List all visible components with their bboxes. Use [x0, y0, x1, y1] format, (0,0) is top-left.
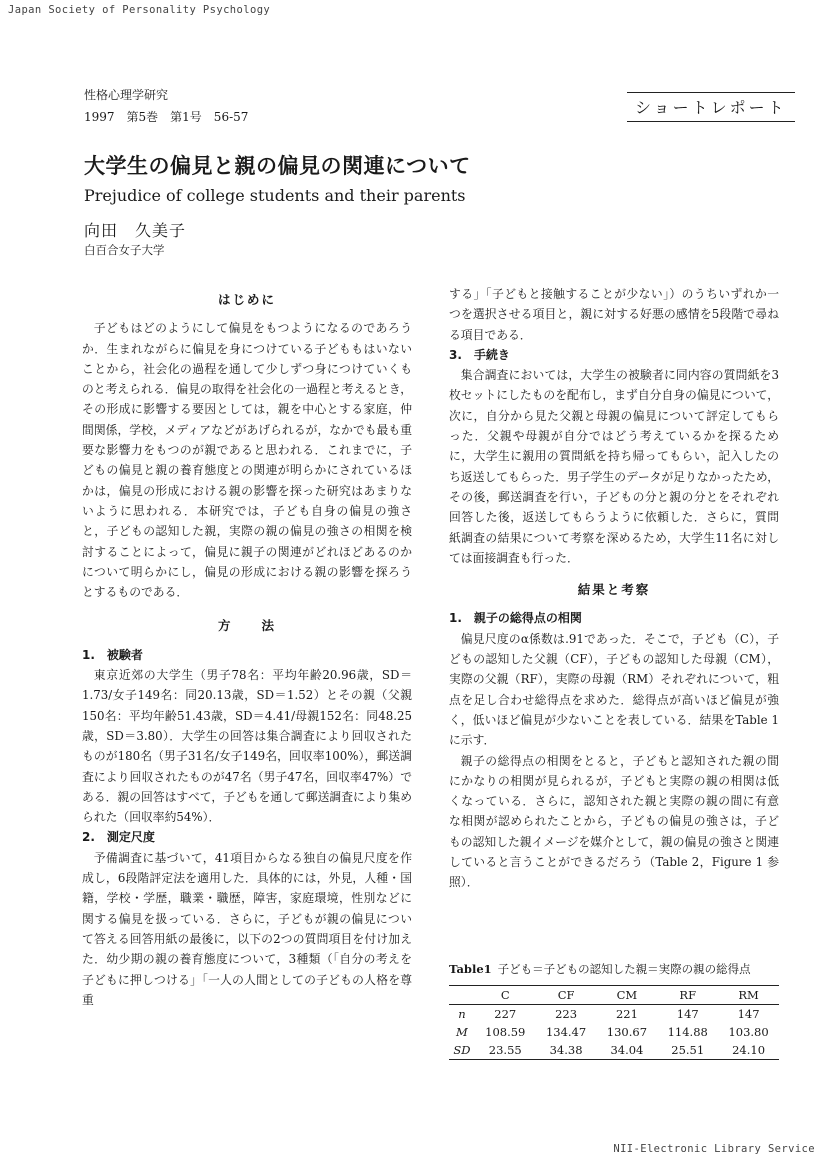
subjects-paragraph: 東京近郊の大学生（男子78名：平均年齢20.96歳，SD＝1.73/女子149名：同20.13歳，SD＝1.52）とその親（父親150名：平均年齢51.43歳，SD＝4.41/母親152名：同48.25歳，SD＝3.80）．大学生の回答は集合調査により回収されたものが180名（男子31名/女子149名，回収率100%），郵送調査により回収されたものが47名（男子47名，回収率47%）である．親の回答はすべて，子どもを通して郵送調査により集められた（回収率約54%）． — [82, 668, 412, 825]
results-paragraph-2: 親子の総得点の相関をとると，子どもと認知された親の間にかなりの相関が見られるが，子どもと実際の親の相関は低くなっている．さらに，認知された親と実際の親の間に有意な相関が認められたことから，子どもの偏見の強さは，子どもの認知した親イメージを媒介として，親の偏見の強さと関連していると言うことができるだろう（Table 2，Figure 1 参照）． — [449, 753, 779, 890]
table1-cell: 221 — [615, 1007, 638, 1021]
author-name: 向田 久美子 — [84, 221, 187, 240]
intro-paragraph: 子どもはどのようにして偏見をもつようになるのであろうか．生まれながらに偏見を身につけている子どももはいないことから，社会化の過程を通して少しずつ身につけていくものと考えられる．偏見の取得を社会化の一過程と考えるとき，その形成に影響する要因としては，親を中心とする家庭，仲間関係，学校，メディアなどがあげられるが，なかでも最も重要な影響力をもつのが親であると思われる．これまでに，子どもの偏見と親の養育態度との関連が明らかにされているほかは，偏見の形成における親の影響を探った研究はあまりないように思われる．本研究では，子ども自身の偏見の強さと，子どもの認知した親，実際の親の偏見の強さの相関を検討することによって，偏見に親子の関連がどれほどあるのかについて明らかにし，偏見の形成における親の影響を探ろうとするものである． — [82, 321, 412, 600]
journal-name: 性格心理学研究 — [84, 88, 169, 102]
table1-cell: 130.67 — [606, 1025, 648, 1039]
article-title-en: Prejudice of college students and their parents — [84, 186, 466, 205]
table1-cell: 25.51 — [671, 1043, 705, 1057]
procedure-paragraph: 集合調査においては，大学生の被験者に同内容の質問紙を3枚セットにしたものを配布し，まず自分自身の偏見について，次に，自分から見た父親と母親の偏見について評定してもらった．父親や母親が自分ではどう考えているかを探るために，大学生に親用の質問紙を持ち帰ってもらい，記入したのち返送してもらった．男子学生のデータが足りなかったため，その後，郵送調査を行い，子どもの分と親の分とをそれぞれ回答した後，返送してもらうように依頼した．さらに，質問紙調査の結果について考察を深めるため，大学生11名に対しては面接調査も行った． — [449, 368, 779, 565]
table1-col-header: RF — [679, 988, 697, 1002]
subsection-heading-scale: 2. 測定尺度 — [82, 830, 155, 845]
table1-cell: 23.55 — [488, 1043, 522, 1057]
table1-col-header: RM — [738, 988, 759, 1002]
section-heading-intro: はじめに — [217, 292, 276, 307]
table1-cell: 108.59 — [485, 1025, 526, 1039]
table1-col-header: CF — [557, 988, 575, 1002]
table-row — [449, 1005, 779, 1024]
table1-col-header: C — [500, 988, 510, 1002]
subsection-heading-procedure: 3. 手続き — [449, 347, 510, 362]
table1-stat-label: SD — [453, 1043, 471, 1057]
article-title-ja: 大学生の偏見と親の偏見の関連について — [84, 154, 471, 178]
table1-col-header — [449, 986, 475, 1005]
table1-stat-label: n — [458, 1007, 466, 1021]
table1-header-row — [449, 986, 779, 1005]
section-heading-methods: 方 法 — [217, 618, 276, 634]
table1-cell: 114.88 — [667, 1025, 708, 1039]
scale-paragraph: 予備調査に基づいて，41項目からなる独自の偏見尺度を作成し，6段階評定法を適用した．具体的には，外見，人種・国籍，学校・学歴，職業・職歴，障害，家庭環境，性別などに関する偏見を扱っている．さらに，子どもが親の偏見について答える回答用紙の最後に，以下の2つの質問項目を付け加えた．幼少期の親の養育態度について，3種類（「自分の考えを子どもに押しつける」「一人の人間としての子どもの人格を尊重 — [82, 850, 412, 1007]
table1-cell: 34.38 — [549, 1043, 583, 1057]
table1-col-header: CM — [616, 988, 638, 1002]
table1-stat-label: M — [456, 1025, 468, 1039]
table1-cell: 147 — [737, 1007, 760, 1021]
report-type-label: ショートレポート — [627, 92, 795, 122]
table1-cell: 103.80 — [728, 1025, 769, 1039]
society-header: Japan Society of Personality Psychology — [8, 4, 271, 16]
table1-cell: 34.04 — [610, 1043, 644, 1057]
left-column — [82, 284, 412, 1010]
table1-caption-text: 子ども＝子どもの認知した親＝実際の親の総得点 — [497, 962, 751, 976]
table1-label: Table1 — [449, 962, 492, 976]
table-row — [449, 1023, 779, 1041]
scale-paragraph-continued: する」「子どもと接触することが少ない」）のうちいずれか一つを選択させる項目と，親に対する好悪の感情を5段階で尋ねる項目である． — [449, 287, 779, 342]
table1-cell: 147 — [676, 1007, 699, 1021]
journal-reference: 1997 第5巻 第1号 56-57 — [84, 110, 249, 124]
table1-block — [449, 961, 779, 1060]
table1 — [449, 985, 779, 1060]
table1-cell: 24.10 — [732, 1043, 766, 1057]
author-affiliation: 白百合女子大学 — [84, 243, 165, 257]
table1-cell: 223 — [555, 1007, 578, 1021]
table1-cell: 134.47 — [545, 1025, 587, 1039]
results-paragraph-1: 偏見尺度のα係数は.91であった．そこで，子ども（C），子どもの認知した父親（CF），子どもの認知した母親（CM），実際の父親（RF），実際の母親（RM）それぞれについて，粗点を足し合わせ総得点を求めた．総得点が高いほど偏見が強く，低いほど偏見が少ないことを表している．結果をTable 1に示す． — [449, 631, 779, 748]
library-service-footer: NII-Electronic Library Service — [613, 1143, 815, 1155]
subsection-heading-correlation: 1. 親子の総得点の相関 — [449, 611, 582, 626]
table1-cell: 227 — [494, 1007, 517, 1021]
section-heading-results: 結果と考察 — [577, 582, 651, 598]
table-row — [449, 1041, 779, 1060]
subsection-heading-subjects: 1. 被験者 — [82, 647, 143, 662]
table1-caption — [449, 961, 779, 977]
right-column — [449, 284, 779, 893]
